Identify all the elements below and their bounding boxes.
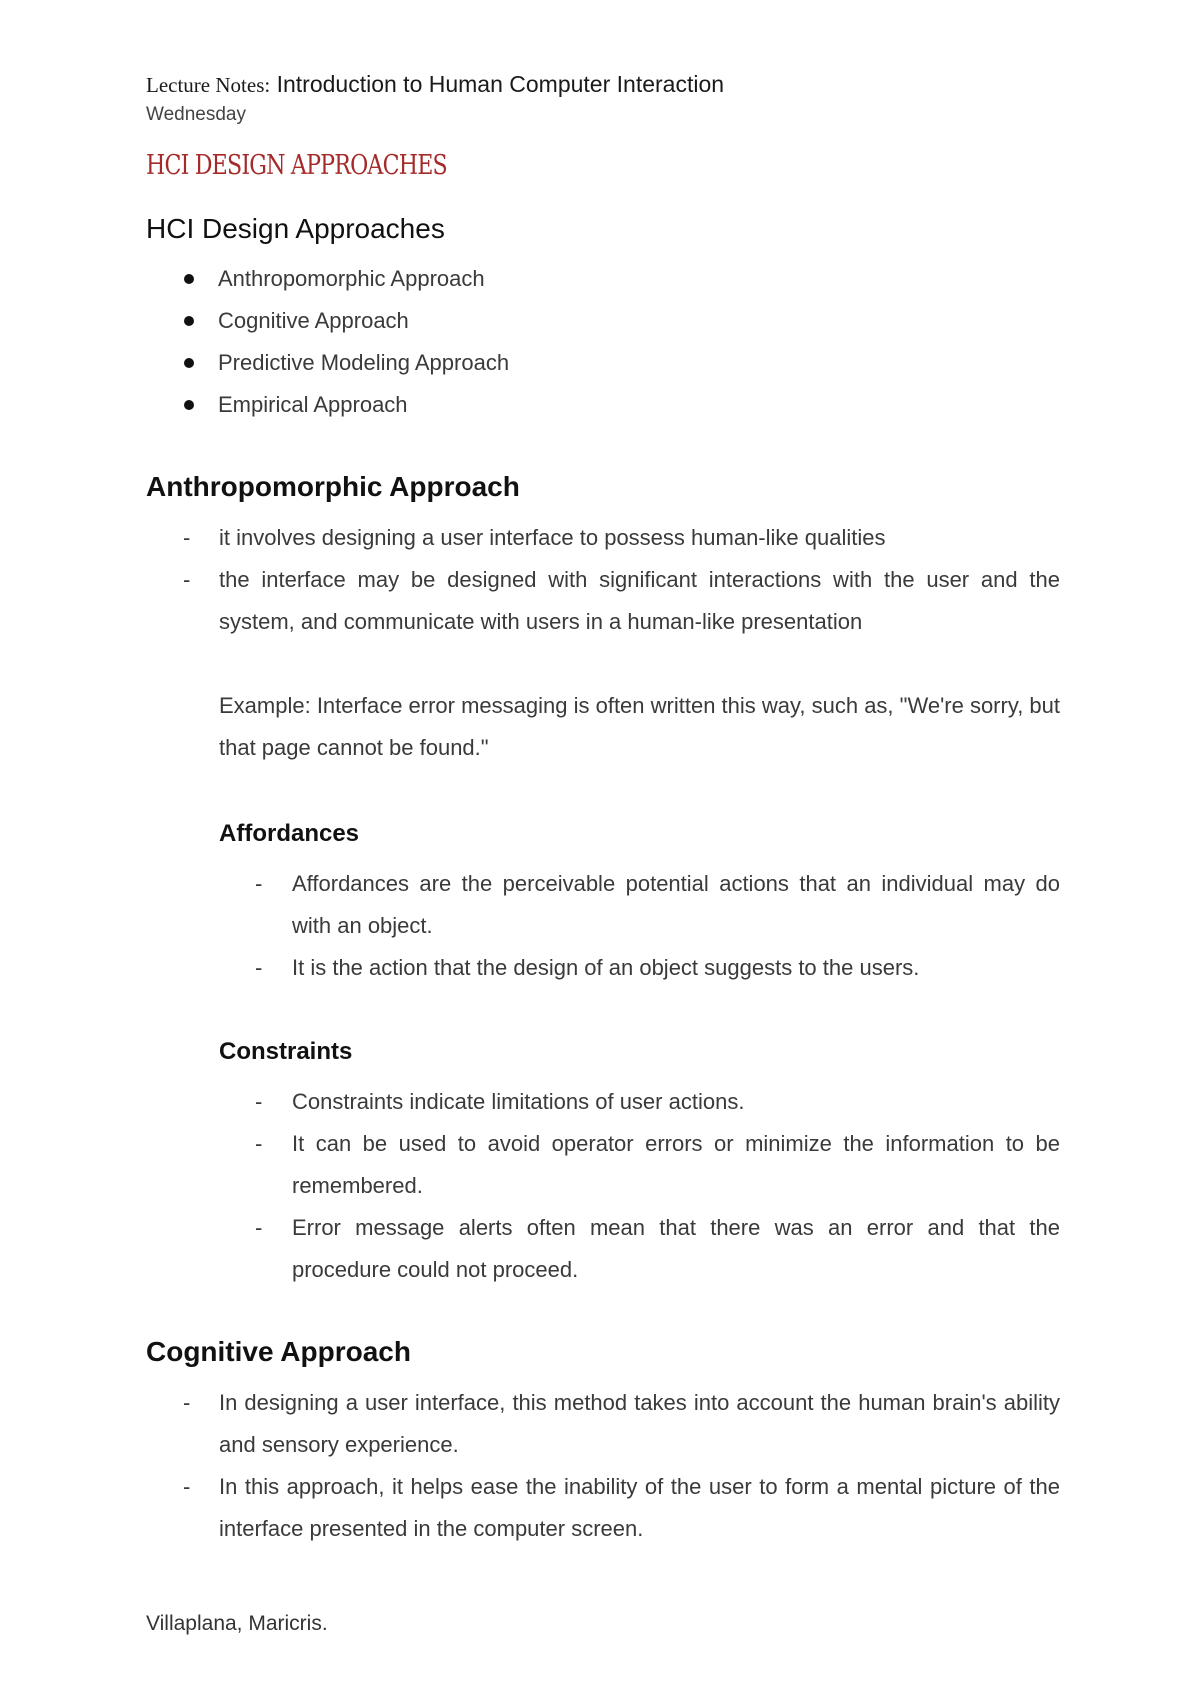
bullet-dot-icon <box>184 400 194 410</box>
anthropomorphic-list <box>146 517 1060 643</box>
dash-marker: - <box>183 567 191 592</box>
bullet-dot-icon <box>184 358 194 368</box>
list-item-label: Cognitive Approach <box>218 308 409 333</box>
dash-marker: - <box>183 525 191 550</box>
bullet-dot-icon <box>184 274 194 284</box>
dash-marker: - <box>255 871 263 896</box>
list-item <box>219 947 1060 989</box>
list-item <box>146 384 1046 426</box>
list-item <box>146 300 1046 342</box>
dash-marker: - <box>255 1215 263 1240</box>
dash-marker: - <box>183 1474 191 1499</box>
list-item-text: the interface may be designed with significant interactions with the user and the system, and communicate with users in a human-like presentation <box>219 567 1060 634</box>
constraints-list <box>219 1081 1060 1291</box>
list-item-label: Empirical Approach <box>218 392 408 417</box>
dash-marker: - <box>183 1390 191 1415</box>
list-item-text: It can be used to avoid operator errors or minimize the information to be remembered. <box>292 1131 1060 1198</box>
constraints-heading: Constraints <box>219 1038 353 1065</box>
anthropomorphic-example: Example: Interface error messaging is often written this way, such as, "We're sorry, but that page cannot be found." <box>219 693 1061 760</box>
list-item <box>219 863 1060 947</box>
list-item <box>219 1123 1060 1207</box>
list-item <box>219 1081 1060 1123</box>
document-header <box>146 70 724 99</box>
cognitive-list <box>146 1382 1060 1550</box>
list-item <box>146 1382 1060 1466</box>
dash-marker: - <box>255 1131 263 1156</box>
list-item <box>146 517 1060 559</box>
list-item-label: Predictive Modeling Approach <box>218 350 510 375</box>
footer-author: Villaplana, Maricris. <box>146 1612 328 1635</box>
overview-list <box>146 258 1046 426</box>
list-item-text: Affordances are the perceivable potential actions that an individual may do with an object. <box>292 871 1060 938</box>
list-item-label: Anthropomorphic Approach <box>218 266 485 291</box>
list-item <box>146 559 1060 643</box>
list-item-text: In this approach, it helps ease the inability of the user to form a mental picture of the interface presented in the computer screen. <box>219 1474 1060 1541</box>
dash-marker: - <box>255 955 263 980</box>
anthropomorphic-heading: Anthropomorphic Approach <box>146 471 520 502</box>
list-item <box>219 1207 1060 1291</box>
list-item-text: In designing a user interface, this method takes into account the human brain's ability and sensory experience. <box>219 1390 1060 1457</box>
list-item-text: Constraints indicate limitations of user actions. <box>292 1089 745 1114</box>
list-item <box>146 1466 1060 1550</box>
header-title: Introduction to Human Computer Interaction <box>276 71 725 97</box>
overview-heading: HCI Design Approaches <box>146 213 445 244</box>
banner-title: HCI DESIGN APPROACHES <box>146 150 447 181</box>
cognitive-heading: Cognitive Approach <box>146 1336 411 1367</box>
header-day: Wednesday <box>146 104 246 125</box>
bullet-dot-icon <box>184 316 194 326</box>
list-item-text: it involves designing a user interface to possess human-like qualities <box>219 525 886 550</box>
affordances-heading: Affordances <box>219 820 360 847</box>
list-item-text: Error message alerts often mean that there was an error and that the procedure could not proceed. <box>292 1215 1060 1282</box>
header-prefix: Lecture Notes: <box>146 73 271 97</box>
affordances-list <box>219 863 1060 989</box>
dash-marker: - <box>255 1089 263 1114</box>
list-item-text: It is the action that the design of an object suggests to the users. <box>292 955 920 980</box>
list-item <box>146 258 1046 300</box>
list-item <box>146 342 1046 384</box>
